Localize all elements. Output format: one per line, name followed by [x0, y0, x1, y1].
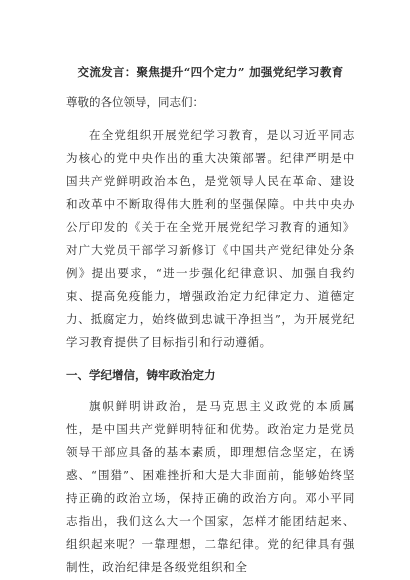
section-1-heading: 一、学纪增信，铸牢政治定力	[66, 368, 216, 382]
paragraph-1: 在全党组织开展党纪学习教育，是以习近平同志为核心的党中央作出的重大决策部署。纪律严明是中国共产党鲜明政治本色，是党领导人民在革命、建设和改革中不断取得伟大胜利的坚强保障。中共中央办公厅印发的《关于在全党开展党纪学习教育的通知》对广大党员干部学习新修订《中国共产党纪律处分条例》提出要求，“进一步强化纪律意识、加强自我约束、提高免疫能力，增强政治定力纪律定力、道德定力、抵腐定力，始终做到忠诚干净担当”，为开展党纪学习教育提供了目标指引和行动遵循。	[66, 128, 355, 349]
salutation: 尊敬的各位领导，同志们：	[66, 95, 204, 109]
document-title: 交流发言：聚焦提升“四个定力” 加强党纪学习教育	[77, 65, 344, 79]
paragraph-2: 旗帜鲜明讲政治，是马克思主义政党的本质属性，是中国共产党鲜明特征和优势。政治定力是党员领导干部应具备的基本素质，即理想信念坚定，在诱惑、“围猎”、困难挫折和大是大非面前，能够始终坚持正确的政治立场，保持正确的政治方向。邓小平同志指出，我们这么大一个国家，怎样才能团结起来、组织起来呢？一靠理想，二靠纪律。党的纪律具有强制性，政治纪律是各级党组织和全	[66, 399, 355, 574]
